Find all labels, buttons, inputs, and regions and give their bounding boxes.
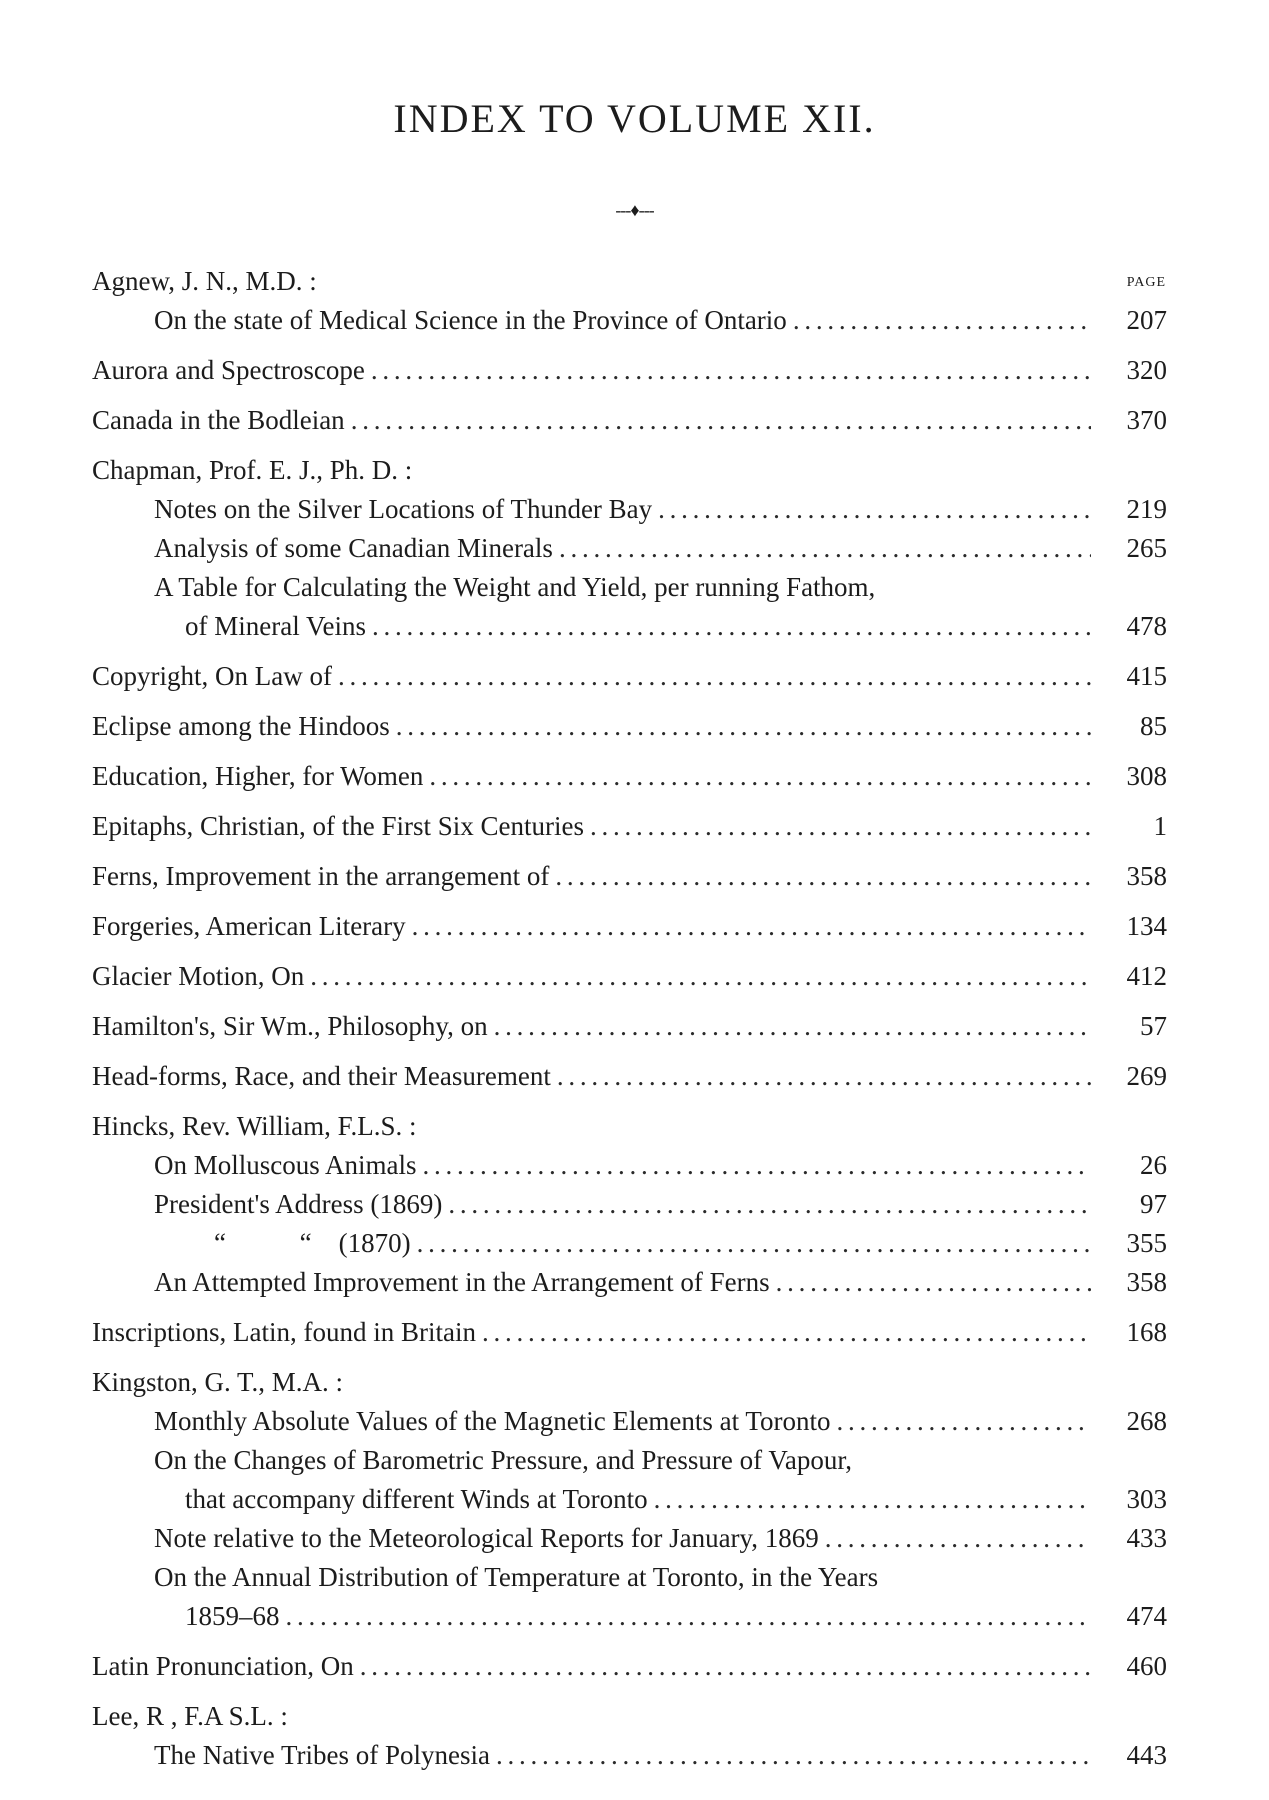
page-number: 433: [1126, 1523, 1167, 1553]
dot-leader: [654, 1480, 1091, 1519]
index-entry: [92, 1057, 1169, 1096]
page-number: 134: [1126, 911, 1167, 941]
author-heading: Chapman, Prof. E. J., Ph. D. :: [92, 455, 413, 485]
entry-text: Inscriptions, Latin, found in Britain: [92, 1317, 476, 1347]
ditto-mark: “: [299, 1228, 312, 1258]
entry-text: Ferns, Improvement in the arrangement of: [92, 861, 550, 891]
index-entry: [92, 657, 1169, 696]
page-number: 415: [1126, 661, 1167, 691]
entry-text: An Attempted Improvement in the Arrangement of Ferns: [154, 1267, 770, 1297]
dot-leader: [837, 1402, 1091, 1441]
index-row: [92, 1313, 1169, 1352]
dot-leader: [825, 1519, 1091, 1558]
index-row: [92, 1697, 1169, 1736]
entry-text: Analysis of some Canadian Minerals: [154, 533, 553, 563]
entry-text: Monthly Absolute Values of the Magnetic Elements at Toronto: [154, 1406, 831, 1436]
index-row: [92, 1647, 1169, 1686]
index-row: [92, 262, 1169, 301]
index-row: [92, 1224, 1169, 1263]
entry-text: Notes on the Silver Locations of Thunder Bay: [154, 494, 653, 524]
index-entry: [92, 1647, 1169, 1686]
dot-leader: [360, 1647, 1091, 1686]
index-row: [92, 1480, 1169, 1519]
page-number: 308: [1126, 761, 1167, 791]
page-number: 303: [1126, 1484, 1167, 1514]
index-entry: [92, 707, 1169, 746]
entry-text: On the state of Medical Science in the Province of Ontario: [154, 305, 787, 335]
ditto-space: [312, 1224, 339, 1263]
index-row: [92, 807, 1169, 846]
index-row: [92, 757, 1169, 796]
dot-leader: [429, 757, 1091, 796]
dot-leader: [310, 957, 1091, 996]
index-row: [92, 607, 1169, 646]
entry-text: (1870): [338, 1228, 411, 1258]
index-entry: [92, 262, 1169, 340]
index-entry: [92, 807, 1169, 846]
index-entry: [92, 1007, 1169, 1046]
entry-text: Epitaphs, Christian, of the First Six Centuries: [92, 811, 584, 841]
index-row: [92, 451, 1169, 490]
index-row: [92, 1185, 1169, 1224]
page-number: 26: [1140, 1150, 1167, 1180]
index-row: [92, 1007, 1169, 1046]
index-entry: [92, 757, 1169, 796]
page-number: 97: [1140, 1189, 1167, 1219]
index-row: [92, 657, 1169, 696]
page-number: 370: [1126, 405, 1167, 435]
ditto-mark: “: [214, 1228, 226, 1258]
entry-text: Note relative to the Meteorological Reports for January, 1869: [154, 1523, 819, 1553]
page-number: 443: [1126, 1740, 1167, 1770]
dot-leader: [559, 529, 1091, 568]
page-number: 320: [1126, 355, 1167, 385]
entry-text: On the Annual Distribution of Temperature at Toronto, in the Years: [154, 1562, 879, 1592]
index-entry: [92, 957, 1169, 996]
index-row: [92, 1107, 1169, 1146]
page-number: 265: [1126, 533, 1167, 563]
index-entries: [92, 262, 1169, 1786]
dot-leader: [412, 907, 1091, 946]
index-row: [92, 907, 1169, 946]
page-number: 168: [1126, 1317, 1167, 1347]
index-entry: [92, 1313, 1169, 1352]
index-row: [92, 1597, 1169, 1636]
entry-text: Head-forms, Race, and their Measurement: [92, 1061, 551, 1091]
title-ornament: ---♦---: [615, 200, 654, 220]
entry-text: A Table for Calculating the Weight and Yield, per running Fathom,: [154, 572, 876, 602]
index-row: [92, 1057, 1169, 1096]
entry-text: Eclipse among the Hindoos: [92, 711, 390, 741]
dot-leader: [557, 1057, 1091, 1096]
entry-text: Copyright, On Law of: [92, 661, 332, 691]
index-row: [92, 351, 1169, 390]
dot-leader: [351, 401, 1091, 440]
dot-leader: [555, 857, 1091, 896]
index-row: [92, 1519, 1169, 1558]
page-number: 460: [1126, 1651, 1167, 1681]
index-entry: [92, 401, 1169, 440]
dot-leader: [658, 490, 1091, 529]
index-row: [92, 568, 1169, 607]
page-column-label: PAGE: [1126, 275, 1166, 290]
index-entry: [92, 351, 1169, 390]
entry-text: that accompany different Winds at Toronto: [185, 1484, 648, 1514]
index-row: [92, 490, 1169, 529]
dot-leader: [338, 657, 1091, 696]
dot-leader: [396, 707, 1091, 746]
author-heading: Lee, R , F.A S.L. :: [92, 1701, 288, 1731]
index-row: [92, 1263, 1169, 1302]
entry-text: Forgeries, American Literary: [92, 911, 406, 941]
author-heading: Agnew, J. N., M.D. :: [92, 266, 317, 296]
page-number: 1: [1153, 811, 1167, 841]
entry-text: Hamilton's, Sir Wm., Philosophy, on: [92, 1011, 488, 1041]
page-number: 85: [1140, 711, 1167, 741]
entry-text: On the Changes of Barometric Pressure, and Pressure of Vapour,: [154, 1445, 853, 1475]
index-entry: [92, 857, 1169, 896]
index-entry: [92, 1107, 1169, 1302]
dot-leader: [793, 301, 1091, 340]
dot-leader: [286, 1597, 1092, 1636]
index-row: [92, 529, 1169, 568]
index-entry: [92, 1697, 1169, 1775]
dot-leader: [448, 1185, 1091, 1224]
index-row: [92, 1736, 1169, 1775]
entry-text: Aurora and Spectroscope: [92, 355, 365, 385]
index-entry: [92, 451, 1169, 646]
author-heading: Kingston, G. T., M.A. :: [92, 1367, 344, 1397]
dot-leader: [372, 607, 1091, 646]
page-number: 358: [1126, 1267, 1167, 1297]
index-row: [92, 957, 1169, 996]
dot-leader: [482, 1313, 1091, 1352]
dot-leader: [496, 1736, 1091, 1775]
index-row: [92, 1558, 1169, 1597]
index-entry: [92, 907, 1169, 946]
entry-text: of Mineral Veins: [185, 611, 366, 641]
dot-leader: [423, 1146, 1091, 1185]
index-row: [92, 1441, 1169, 1480]
page-title: INDEX TO VOLUME XII.: [393, 96, 876, 141]
index-row: [92, 301, 1169, 340]
dot-leader: [590, 807, 1091, 846]
page-number: 207: [1126, 305, 1167, 335]
dot-leader: [417, 1224, 1091, 1263]
entry-text: Education, Higher, for Women: [92, 761, 424, 791]
index-row: [92, 401, 1169, 440]
entry-text: President's Address (1869): [154, 1189, 443, 1219]
entry-text: Canada in the Bodleian: [92, 405, 345, 435]
index-row: [92, 857, 1169, 896]
entry-text: Glacier Motion, On: [92, 961, 305, 991]
entry-text: Latin Pronunciation, On: [92, 1651, 354, 1681]
dot-leader: [776, 1263, 1091, 1302]
dot-leader: [494, 1007, 1091, 1046]
index-row: [92, 1146, 1169, 1185]
index-row: [92, 1363, 1169, 1402]
entry-text: On Molluscous Animals: [154, 1150, 417, 1180]
index-entry: [92, 1363, 1169, 1636]
entry-text: 1859–68: [185, 1601, 280, 1631]
entry-text: The Native Tribes of Polynesia: [154, 1740, 490, 1770]
page-number: 358: [1126, 861, 1167, 891]
page-number: 219: [1126, 494, 1167, 524]
page-number: 57: [1140, 1011, 1167, 1041]
page-number: 412: [1126, 961, 1167, 991]
page-number: 478: [1126, 611, 1167, 641]
index-row: [92, 707, 1169, 746]
index-row: [92, 1402, 1169, 1441]
page-number: 268: [1126, 1406, 1167, 1436]
page-number: 355: [1126, 1228, 1167, 1258]
dot-leader: [371, 351, 1091, 390]
page-number: 269: [1126, 1061, 1167, 1091]
page-number: 474: [1126, 1601, 1167, 1631]
author-heading: Hincks, Rev. William, F.L.S. :: [92, 1111, 417, 1141]
